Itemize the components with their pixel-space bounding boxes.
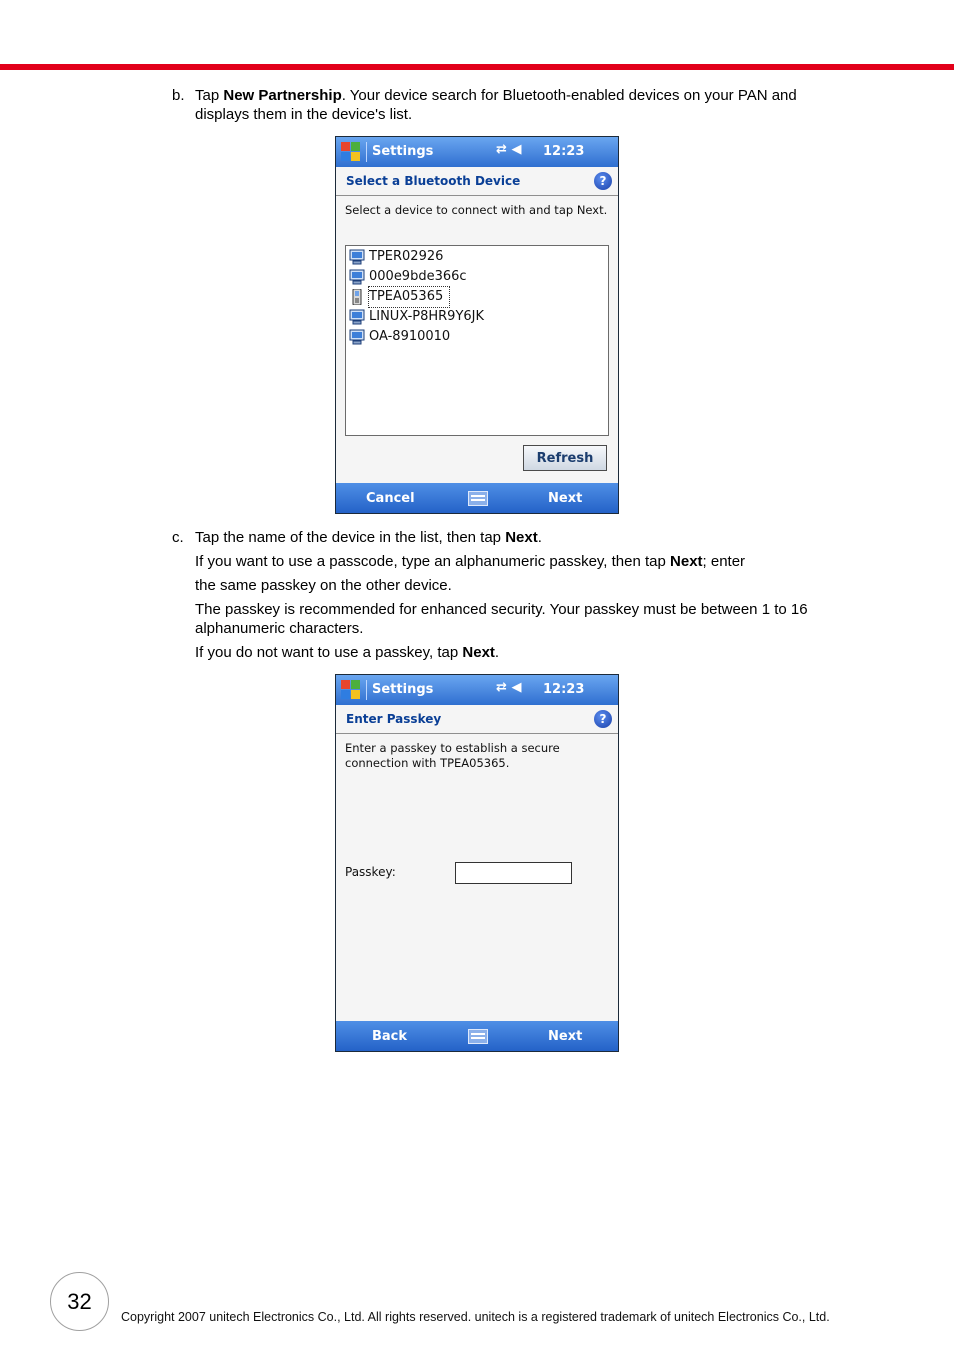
menu-bar bbox=[336, 483, 618, 513]
step-b-marker: b. bbox=[172, 87, 185, 104]
refresh-button[interactable]: Refresh bbox=[523, 445, 607, 471]
page-title: Enter Passkey bbox=[346, 712, 442, 726]
back-button[interactable]: Back bbox=[372, 1029, 408, 1044]
screen-enter-passkey bbox=[335, 674, 619, 1052]
windows-start-icon[interactable] bbox=[341, 680, 361, 700]
volume-icon[interactable]: ◀ bbox=[511, 680, 522, 695]
windows-start-icon[interactable] bbox=[341, 142, 361, 162]
passkey-label: Passkey: bbox=[345, 865, 396, 879]
list-item-selected[interactable] bbox=[348, 287, 598, 307]
instruction-text: Select a device to connect with and tap Next. bbox=[345, 203, 608, 217]
paragraph-same-passkey: the same passkey on the other device. bbox=[195, 577, 452, 594]
list-item[interactable] bbox=[348, 247, 598, 267]
next-button[interactable]: Next bbox=[548, 1029, 583, 1044]
keyboard-icon[interactable] bbox=[468, 491, 488, 506]
page-header bbox=[336, 167, 618, 196]
step-c-post: . bbox=[537, 529, 542, 546]
step-c-pre: Tap the name of the device in the list, then tap bbox=[195, 529, 506, 546]
app-title: Settings bbox=[372, 682, 434, 697]
next-button[interactable]: Next bbox=[548, 491, 583, 506]
connectivity-icon[interactable]: ⇄ bbox=[496, 142, 507, 157]
paragraph-passcode bbox=[195, 552, 835, 571]
para1-bold: Next bbox=[670, 553, 703, 570]
passkey-input[interactable] bbox=[455, 862, 572, 884]
title-separator bbox=[366, 142, 367, 162]
header-red-bar bbox=[0, 64, 954, 70]
help-icon[interactable]: ? bbox=[594, 172, 612, 190]
screen-select-device bbox=[335, 136, 619, 514]
para4-bold: Next bbox=[462, 644, 495, 661]
phone-icon bbox=[348, 289, 366, 305]
list-item[interactable] bbox=[348, 327, 598, 347]
computer-icon bbox=[348, 269, 366, 285]
paragraph-security: The passkey is recommended for enhanced security. Your passkey must be between 1 to 16 alphanumeric characters. bbox=[195, 601, 808, 637]
instruction-text: Enter a passkey to establish a secure connection with TPEA05365. bbox=[345, 741, 560, 770]
para4-post: . bbox=[494, 644, 500, 661]
keyboard-icon[interactable] bbox=[468, 1029, 488, 1044]
cancel-button[interactable]: Cancel bbox=[366, 491, 415, 506]
menu-bar bbox=[336, 1021, 618, 1051]
title-bar bbox=[336, 137, 618, 167]
step-b-pre: Tap bbox=[195, 87, 224, 104]
device-name: LINUX-P8HR9Y6JK bbox=[369, 309, 485, 324]
step-c-text bbox=[195, 528, 835, 547]
volume-icon[interactable]: ◀ bbox=[511, 142, 522, 157]
page-title: Select a Bluetooth Device bbox=[346, 174, 521, 188]
para1-pre: If you want to use a passcode, type an alphanumeric passkey, then tap bbox=[195, 553, 671, 570]
title-separator bbox=[366, 680, 367, 700]
paragraph-no-passkey bbox=[195, 643, 835, 662]
device-name: TPER02926 bbox=[369, 249, 444, 264]
computer-icon bbox=[348, 329, 366, 345]
computer-icon bbox=[348, 309, 366, 325]
device-name: OA-8910010 bbox=[369, 329, 451, 344]
step-c-bold: Next bbox=[505, 529, 538, 546]
app-title: Settings bbox=[372, 144, 434, 159]
connectivity-icon[interactable]: ⇄ bbox=[496, 680, 507, 695]
computer-icon bbox=[348, 249, 366, 265]
copyright-text: Copyright 2007 unitech Electronics Co., Ltd. All rights reserved. unitech is a registered trademark of unitech Electronics Co., Ltd. bbox=[121, 1310, 830, 1324]
title-bar bbox=[336, 675, 618, 705]
para4-pre: If you do not want to use a passkey, tap bbox=[195, 644, 463, 661]
clock[interactable]: 12:23 bbox=[543, 144, 585, 159]
step-c-marker: c. bbox=[172, 529, 184, 546]
page-number: 32 bbox=[50, 1272, 109, 1331]
step-b-post: . Your device search for Bluetooth-enabled devices on your PAN and displays them in the device's list. bbox=[195, 87, 797, 123]
step-b-text bbox=[195, 86, 835, 124]
list-item[interactable] bbox=[348, 267, 598, 287]
help-icon[interactable]: ? bbox=[594, 710, 612, 728]
clock[interactable]: 12:23 bbox=[543, 682, 585, 697]
list-item[interactable] bbox=[348, 307, 598, 327]
device-name: 000e9bde366c bbox=[369, 269, 467, 284]
step-b-bold: New Partnership bbox=[223, 87, 342, 104]
page-header bbox=[336, 705, 618, 734]
device-list[interactable] bbox=[345, 245, 609, 436]
para1-post: ; enter bbox=[702, 553, 746, 570]
device-name: TPEA05365 bbox=[369, 287, 449, 307]
